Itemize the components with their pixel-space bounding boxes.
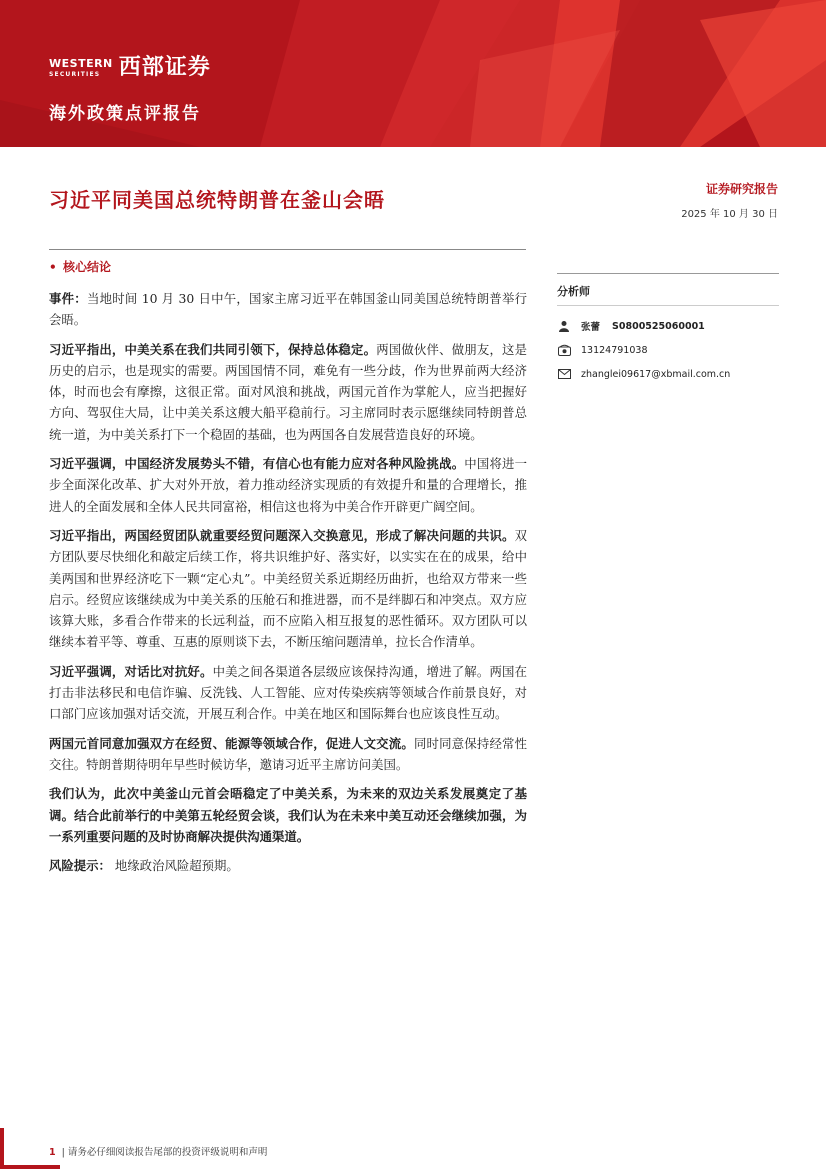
analyst-label: 分析师 [557,285,590,298]
paragraph: 习近平指出，两国经贸团队就重要经贸问题深入交换意见，形成了解决问题的共识。双方团队要尽快细化和敲定后续工作，将共识维护好、落实好，以实实在在的成果，给中美两国和世界经济吃下一颗“定心丸”。中美经贸关系近期经历曲折，也给双方带来一些启示。经贸应该继续成为中美关系的压舱石和推进器，而不是绊脚石和冲突点。双方应该算大账，多看合作带来的长远利益，而不应陷入相互报复的恶性循环。双方团队可以继续本着平等、尊重、互惠的原则谈下去，不断压缩问题清单，拉长合作清单。 [49,527,527,650]
analyst-phone: 13124791038 [581,344,648,356]
paragraph: 习近平强调，对话比对抗好。中美之间各渠道各层级应该保持沟通，增进了解。两国在打击非法移民和电信诈骗、反洗钱、人工智能、应对传染疾病等领域合作前景良好，对口部门应该加强对话交流，开展互利合作。中美在地区和国际舞台也应该良性互动。 [49,663,528,722]
analyst-panel [557,273,779,386]
report-body [49,288,527,884]
paragraph-risk: 风险提示： 地缘政治风险超预期。 [49,858,239,874]
bullet-icon: • [49,260,57,274]
report-date: 2025 年 10 月 30 日 [681,209,778,220]
logo-wordmark: WESTERN SECURITIES [49,56,113,78]
analyst-subdivider [557,305,779,306]
paragraph: 习近平强调，中国经济发展势头不错，有信心也有能力应对各种风险挑战。中国将进一步全面深化改革、扩大对外开放，着力推动经济实现质的有效提升和量的合理增长，推进人的全面发展和全体人民共同富裕，相信这也将为中美合作开辟更广阔空间。 [49,456,528,514]
report-title: 习近平同美国总统特朗普在釜山会晤 [49,188,385,212]
paragraph-event: 事件：当地时间 10 月 30 日中午，国家主席习近平在韩国釜山同美国总统特朗普举行会晤。 [49,291,527,328]
analyst-email-row [557,362,779,386]
analyst-cert: S0800525060001 [612,320,705,332]
analyst-email[interactable]: zhanglei09617@xbmail.com.cn [581,368,731,380]
analyst-name: 张蕾 [581,322,601,333]
mail-icon [557,367,571,381]
logo-chinese-name: 西部证券 [118,55,211,80]
report-type: 海外政策点评报告 [49,104,201,124]
paragraph: 习近平指出，中美关系在我们共同引领下，保持总体稳定。两国做伙伴、做朋友，这是历史的启示，也是现实的需要。两国国情不同，难免有一些分歧，作为世界前两大经济体，时而也会有摩擦，这很正常。面对风浪和挑战，两国元首作为掌舵人，应当把握好方向、驾驭住大局，让中美关系这艘大船平稳前行。习主席同时表示愿继续同特朗普总统一道，为中美关系打下一个稳固的基础，也为两国各自发展营造良好的环境。 [49,341,528,442]
header-banner [0,0,826,147]
report-tag: 证券研究报告 [705,182,778,196]
core-conclusion-heading: • 核心结论 [49,260,112,274]
analyst-divider [557,273,779,274]
title-divider [49,249,526,250]
paragraph-opinion: 我们认为，此次中美釜山元首会晤稳定了中美关系，为未来的双边关系发展奠定了基调。结合此前举行的中美第五轮经贸会谈，我们认为在未来中美互动还会继续加强，为一系列重要问题的及时协商解决提供沟通渠道。 [49,786,527,844]
analyst-name-row [557,314,779,338]
person-icon [557,319,571,333]
company-logo [49,50,211,81]
phone-icon [557,343,571,357]
page-number: 1 [49,1147,56,1158]
footer-disclaimer: 1 | 请务必仔细阅读报告尾部的投资评级说明和声明 [49,1147,268,1158]
analyst-phone-row [557,338,779,362]
corner-decoration [0,1128,60,1169]
paragraph: 两国元首同意加强双方在经贸、能源等领域合作，促进人文交流。同时同意保持经常性交往。特朗普期待明年早些时候访华，邀请习近平主席访问美国。 [49,735,528,772]
